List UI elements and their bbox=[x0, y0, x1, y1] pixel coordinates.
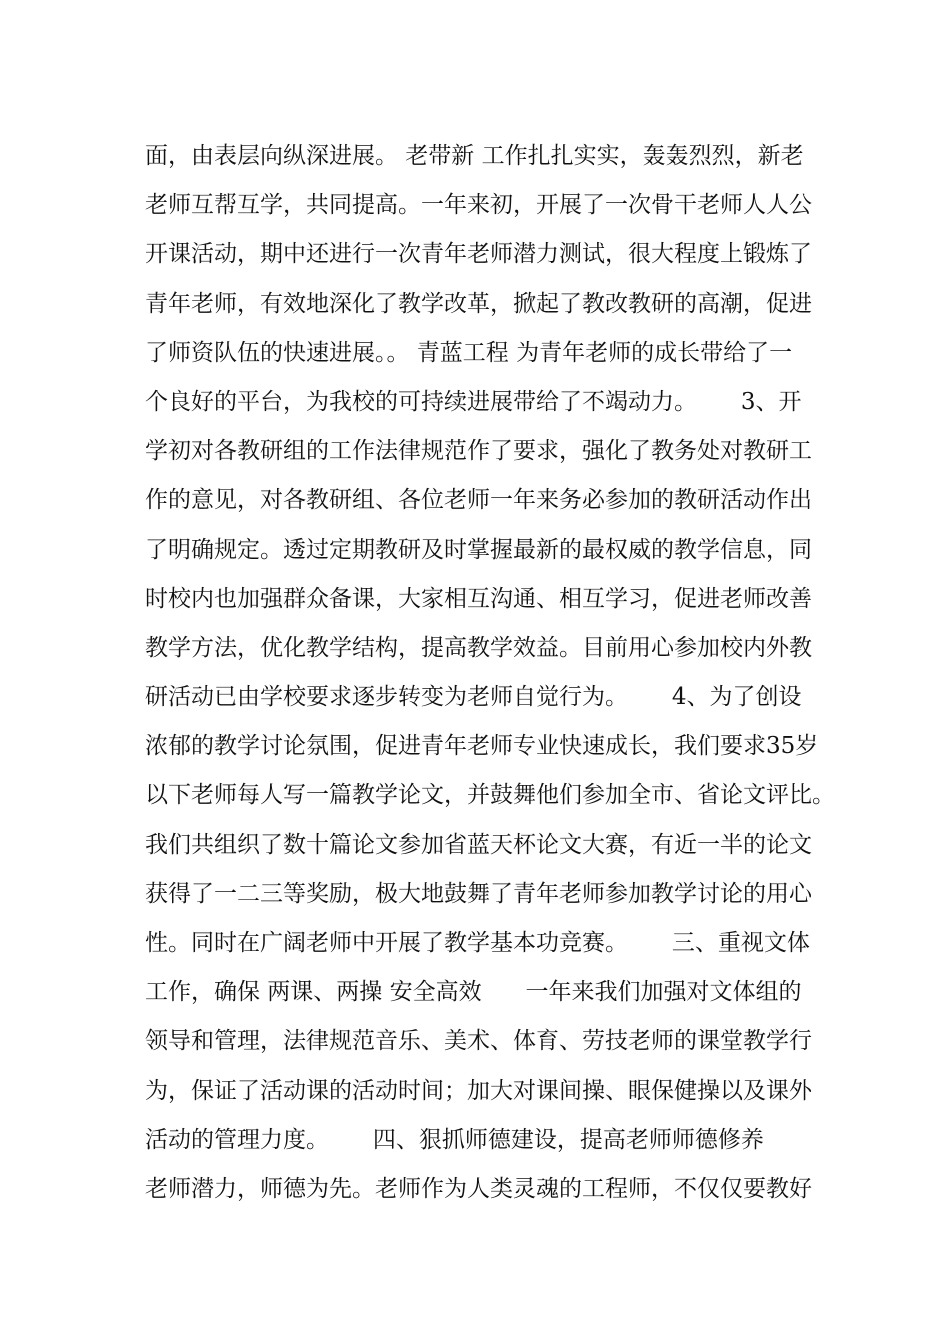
text-line: 浓郁的教学讨论氛围，促进青年老师专业快速成长，我们要求35岁 bbox=[145, 733, 819, 760]
text-line: 老师潜力，师德为先。老师作为人类灵魂的工程师，不仅仅要教好 bbox=[145, 1175, 812, 1202]
text-line: 学初对各教研组的工作法律规范作了要求，强化了教务处对教研工 bbox=[145, 438, 812, 465]
text-line: 时校内也加强群众备课，大家相互沟通、相互学习，促进老师改善 bbox=[145, 585, 812, 612]
text-line: 了师资队伍的快速进展。。 青蓝工程 为青年老师的成长带给了一 bbox=[145, 339, 793, 366]
text-line: 面，由表层向纵深进展。 老带新 工作扎扎实实，轰轰烈烈，新老 bbox=[145, 143, 804, 169]
text-line: 获得了一二三等奖励，极大地鼓舞了青年老师参加教学讨论的用心 bbox=[145, 880, 812, 907]
text-line: 个良好的平台，为我校的可持续进展带给了不竭动力。 3、开 bbox=[145, 388, 802, 415]
body-text bbox=[145, 132, 845, 1214]
text-line: 工作，确保 两课、两操 安全高效 一年来我们加强对文体组的 bbox=[145, 979, 802, 1006]
text-line: 性。同时在广阔老师中开展了教学基本功竞赛。 三、重视文体 bbox=[145, 930, 810, 956]
text-line: 教学方法，优化教学结构，提高教学效益。目前用心参加校内外教 bbox=[145, 634, 812, 661]
text-line: 活动的管理力度。 四、狠抓师德建设，提高老师师德修养 bbox=[145, 1126, 764, 1153]
text-line: 为，保证了活动课的活动时间；加大对课间操、眼保健操以及课外 bbox=[145, 1077, 812, 1104]
text-line: 我们共组织了数十篇论文参加省蓝天杯论文大赛，有近一半的论文 bbox=[145, 831, 812, 858]
text-line: 了明确规定。透过定期教研及时掌握最新的最权威的教学信息，同 bbox=[145, 536, 812, 563]
text-line: 青年老师，有效地深化了教学改革，掀起了教改教研的高潮，促进 bbox=[145, 290, 812, 317]
text-line: 老师互帮互学，共同提高。一年来初，开展了一次骨干老师人人公 bbox=[145, 192, 812, 219]
text-line: 以下老师每人写一篇教学论文，并鼓舞他们参加全市、省论文评比。 bbox=[145, 782, 835, 809]
text-line: 研活动已由学校要求逐步转变为老师自觉行为。 4、为了创设 bbox=[145, 684, 802, 711]
text-line: 领导和管理，法律规范音乐、美术、体育、劳技老师的课堂教学行 bbox=[145, 1028, 812, 1055]
text-line: 开课活动，期中还进行一次青年老师潜力测试，很大程度上锻炼了 bbox=[145, 241, 812, 268]
text-line: 作的意见，对各教研组、各位老师一年来务必参加的教研活动作出 bbox=[145, 487, 812, 514]
